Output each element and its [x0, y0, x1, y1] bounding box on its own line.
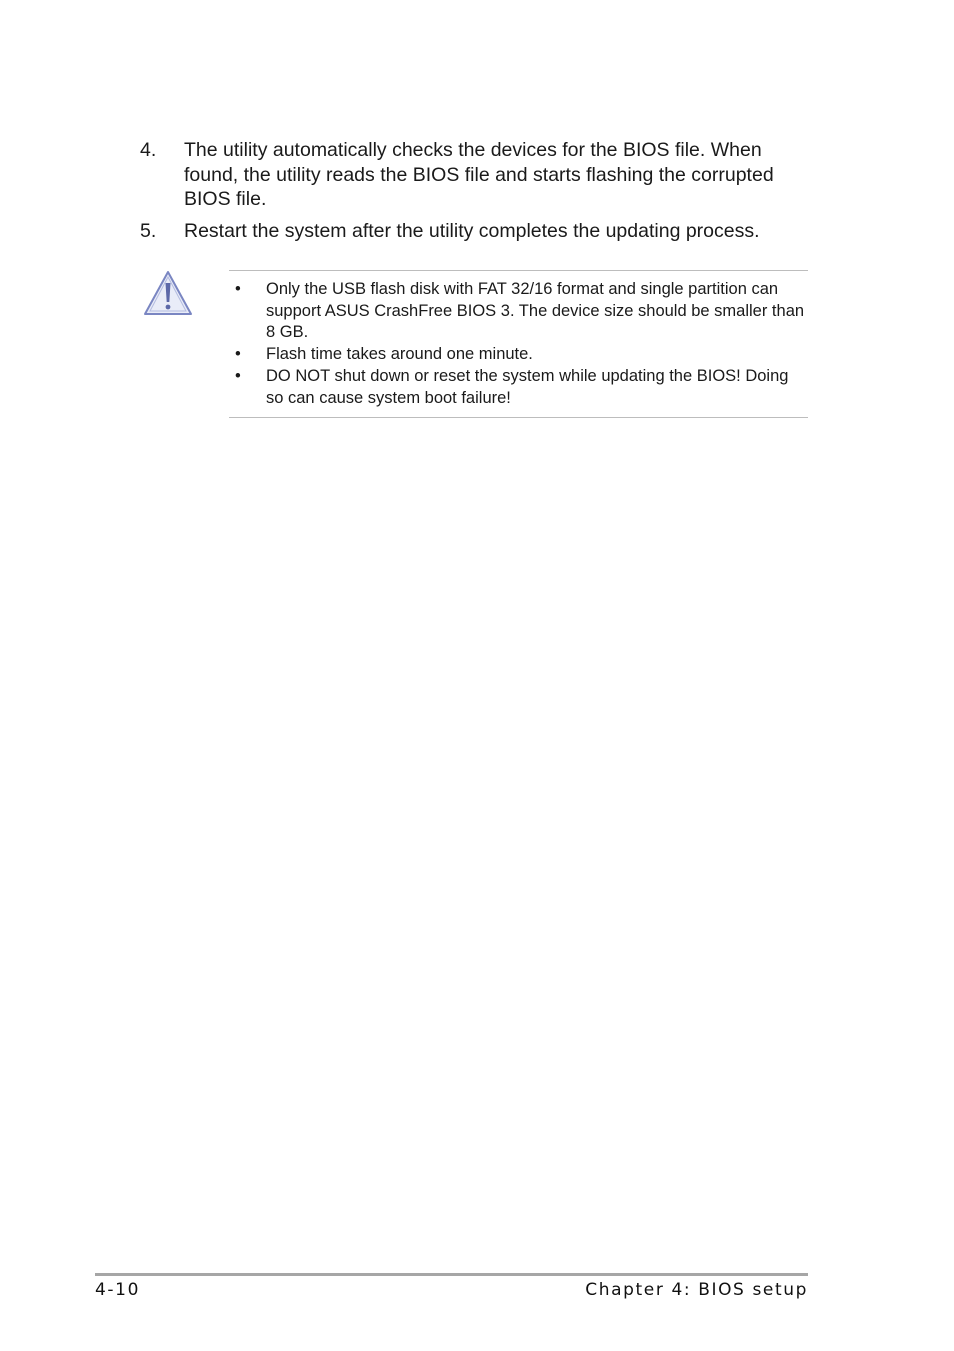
step-number: 5.: [140, 219, 157, 242]
footer-divider: [95, 1273, 808, 1276]
note-list-item: [229, 344, 808, 366]
caution-note: [229, 270, 808, 418]
note-text: DO NOT shut down or reset the system while updating the BIOS! Doing so can cause system boot failure!: [266, 366, 789, 407]
procedure-steps: [140, 138, 820, 250]
step-text: Restart the system after the utility completes the updating process.: [184, 219, 760, 242]
bullet: •: [235, 366, 241, 385]
bullet: •: [235, 280, 241, 298]
step-item: [140, 219, 820, 244]
step-text: The utility automatically checks the devices for the BIOS file. When found, the utility reads the BIOS file and starts flashing the corrupted BIOS file.: [184, 139, 774, 210]
note-list-item: [229, 366, 808, 409]
step-number: 4.: [140, 139, 157, 161]
note-text: Flash time takes around one minute.: [266, 345, 533, 364]
step-item: [140, 138, 820, 212]
chapter-title: Chapter 4: BIOS setup: [585, 1280, 808, 1300]
page-number: 4-10: [95, 1280, 140, 1300]
note-text: Only the USB flash disk with FAT 32/16 format and single partition can support ASUS CrashFree BIOS 3. The device size should be smaller than 8 GB.: [266, 280, 805, 342]
note-list-item: [229, 279, 808, 344]
caution-triangle-icon: [141, 268, 195, 318]
bullet: •: [235, 345, 241, 364]
